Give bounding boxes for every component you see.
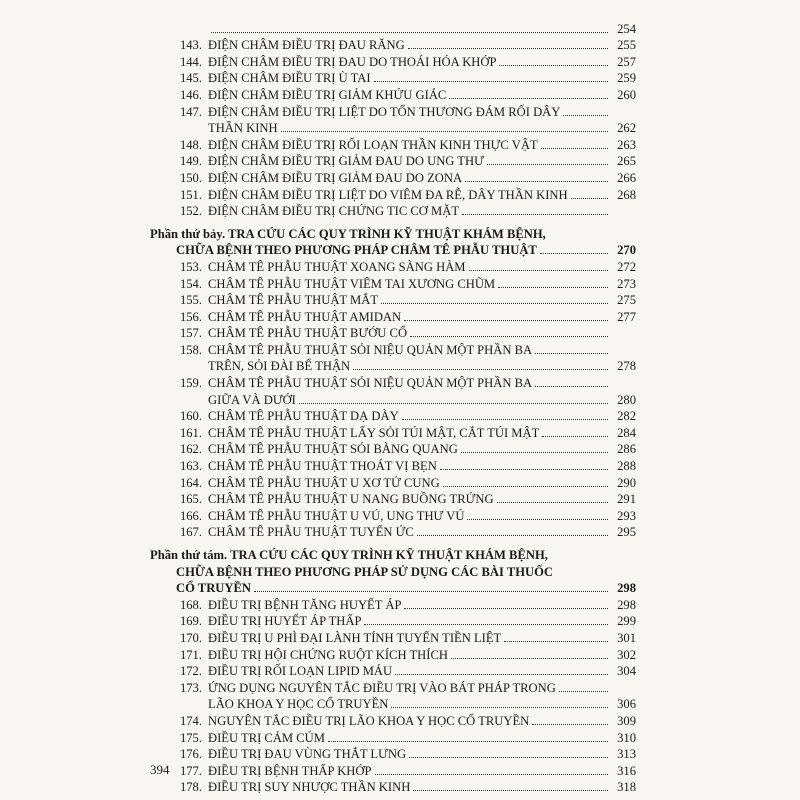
toc-page-number: 278: [617, 359, 636, 374]
toc-block-traditional-medicine: [150, 596, 636, 795]
dot-leader: [469, 270, 609, 271]
toc-page-number: 260: [617, 87, 636, 102]
toc-page-number: 282: [617, 409, 636, 424]
toc-row: [150, 679, 636, 696]
toc-row: [150, 408, 636, 425]
section-seven-line1: Phần thứ bảy. TRA CỨU CÁC QUY TRÌNH KỸ THUẬT KHÁM BỆNH,: [150, 226, 546, 241]
dot-leader: [465, 181, 608, 182]
dot-leader: [443, 486, 608, 487]
toc-entry-number: 143.: [179, 38, 202, 53]
toc-row: [150, 663, 636, 680]
toc-entry-title: CHÂM TÊ PHẪU THUẬT SỎI NIỆU QUẢN MỘT PHẦN BA: [208, 376, 533, 391]
dot-leader: [504, 641, 608, 642]
toc-page-number: 254: [617, 21, 636, 36]
toc-entry-number: 164.: [179, 475, 202, 490]
toc-row: [150, 696, 636, 713]
toc-entry-title: CHÂM TÊ PHẪU THUẬT SỎI NIỆU QUẢN MỘT PHẦN BA: [208, 342, 533, 357]
toc-entry-title: ĐIỆN CHÂM ĐIỀU TRỊ LIỆT DO VIÊM ĐA RỄ, DÂY THẦN KINH: [208, 187, 568, 202]
toc-entry-title: ĐIỀU TRỊ HỘI CHỨNG RUỘT KÍCH THÍCH: [208, 647, 448, 662]
toc-row: [150, 712, 636, 729]
dot-leader: [391, 707, 608, 708]
toc-page-number: 301: [617, 630, 636, 645]
dot-leader: [381, 303, 608, 304]
toc-entry-title: CHÂM TÊ PHẪU THUẬT AMIDAN: [208, 309, 402, 324]
toc-entry-number: 177.: [179, 763, 202, 778]
toc-row: [150, 37, 636, 54]
toc-page-number: 304: [617, 664, 636, 679]
toc-row: [150, 186, 636, 203]
toc-entry-number: 155.: [179, 293, 202, 308]
toc-entry-number: 172.: [179, 664, 202, 679]
toc-row: [150, 325, 636, 342]
dot-leader: [542, 436, 608, 437]
toc-entry-title: THẦN KINH: [208, 121, 278, 136]
dot-leader: [404, 320, 608, 321]
dot-leader: [467, 519, 608, 520]
dot-leader: [535, 386, 608, 387]
toc-page-number: 290: [617, 475, 636, 490]
dot-leader: [461, 452, 608, 453]
toc-page-number: 263: [617, 137, 636, 152]
toc-page-number: 273: [617, 276, 636, 291]
toc-entry-title: NGUYÊN TẮC ĐIỀU TRỊ LÃO KHOA Y HỌC CỔ TRUYỀN: [208, 713, 530, 728]
dot-leader: [364, 624, 608, 625]
dot-leader: [497, 502, 608, 503]
toc-entry-number: 154.: [179, 276, 202, 291]
toc-entry-number: 159.: [179, 376, 202, 391]
toc-entry-number: 158.: [179, 342, 202, 357]
toc-row: [150, 120, 636, 137]
dot-leader: [532, 724, 608, 725]
toc-row: [150, 258, 636, 275]
dot-leader: [374, 81, 608, 82]
toc-entry-title: LÃO KHOA Y HỌC CỔ TRUYỀN: [208, 697, 389, 712]
toc-entry-title: ĐIỆN CHÂM ĐIỀU TRỊ GIẢM KHỨU GIÁC: [208, 87, 447, 102]
toc-entry-number: 173.: [179, 680, 202, 695]
toc-row: [150, 292, 636, 309]
dot-leader: [541, 148, 608, 149]
toc-entry-title: CHÂM TÊ PHẪU THUẬT THOÁT VỊ BẸN: [208, 459, 437, 474]
toc-entry-number: 170.: [179, 630, 202, 645]
toc-page-number: 272: [617, 259, 636, 274]
dot-leader: [462, 214, 608, 215]
toc-page-number: 302: [617, 647, 636, 662]
toc-entry-title: ĐIỆN CHÂM ĐIỀU TRỊ CHỨNG TIC CƠ MẶT: [208, 204, 460, 219]
toc-row: [150, 53, 636, 70]
toc-entry-number: 163.: [179, 459, 202, 474]
toc-entry-title: CHÂM TÊ PHẪU THUẬT DẠ DÀY: [208, 409, 399, 424]
toc-page-number: 259: [617, 71, 636, 86]
toc-row: [150, 524, 636, 541]
toc-entry-number: 146.: [179, 87, 202, 102]
toc-page-number: 284: [617, 425, 636, 440]
dot-leader: [487, 164, 608, 165]
toc-entry-title: CHÂM TÊ PHẪU THUẬT TUYẾN ỨC: [208, 525, 414, 540]
dot-leader: [402, 419, 608, 420]
toc-row: [150, 391, 636, 408]
dot-leader: [353, 369, 608, 370]
toc-entry-title: ĐIỀU TRỊ CẢM CÚM: [208, 730, 325, 745]
toc-entry-title: ĐIỆN CHÂM ĐIỀU TRỊ RỐI LOẠN THẦN KINH THỰC VẬT: [208, 137, 538, 152]
section-seven-heading: [150, 225, 636, 258]
toc-entry-number: 162.: [179, 442, 202, 457]
toc-entry-title: CHÂM TÊ PHẪU THUẬT U VÚ, UNG THƯ VÚ: [208, 508, 465, 523]
toc-entry-number: 175.: [179, 730, 202, 745]
dot-leader: [440, 469, 608, 470]
dot-leader: [375, 774, 609, 775]
toc-entry-title: CHÂM TÊ PHẪU THUẬT U NANG BUỒNG TRỨNG: [208, 492, 494, 507]
toc-row: [150, 646, 636, 663]
toc-row: [150, 474, 636, 491]
toc-row: [150, 424, 636, 441]
toc-row: [150, 86, 636, 103]
toc-entry-title: ỨNG DỤNG NGUYÊN TẮC ĐIỀU TRỊ VÀO BÁT PHÁP TRONG: [208, 680, 556, 695]
toc-row: [150, 746, 636, 763]
toc-entry-title: ĐIỀU TRỊ SUY NHƯỢC THẦN KINH: [208, 780, 411, 795]
dot-leader: [408, 48, 608, 49]
toc-entry-title: ĐIỀU TRỊ BỆNH THẤP KHỚP: [208, 763, 372, 778]
section-seven-page: 270: [617, 243, 636, 258]
toc-entry-number: 149.: [179, 154, 202, 169]
toc-entry-number: 167.: [179, 525, 202, 540]
toc-entry-title: ĐIỆN CHÂM ĐIỀU TRỊ GIẢM ĐAU DO ZONA: [208, 170, 463, 185]
toc-page-number: 255: [617, 38, 636, 53]
dot-leader: [211, 32, 608, 33]
dot-leader: [540, 253, 608, 254]
toc-entry-title: CHÂM TÊ PHẪU THUẬT U XƠ TỬ CUNG: [208, 475, 440, 490]
toc-entry-title: ĐIỀU TRỊ U PHÌ ĐẠI LÀNH TÍNH TUYẾN TIỀN LIỆT: [208, 630, 502, 645]
toc-page-number: 280: [617, 392, 636, 407]
toc-entry-number: 168.: [179, 597, 202, 612]
toc-entry-number: 176.: [179, 747, 202, 762]
dot-leader: [449, 98, 608, 99]
toc-row: [150, 441, 636, 458]
toc-page-number: 286: [617, 442, 636, 457]
toc-page-number: 277: [617, 309, 636, 324]
toc-page-number: 265: [617, 154, 636, 169]
toc-row: [150, 596, 636, 613]
page-folio-number: 394: [150, 762, 170, 777]
toc-page-number: 298: [617, 597, 636, 612]
dot-leader: [281, 131, 608, 132]
toc-row: [150, 729, 636, 746]
dot-leader: [254, 591, 608, 592]
toc-row: [150, 341, 636, 358]
toc-page-number: 291: [617, 492, 636, 507]
toc-page-number: 318: [617, 780, 636, 795]
toc-entry-number: 166.: [179, 508, 202, 523]
toc-entry-title: GIỮA VÀ DƯỚI: [208, 392, 296, 407]
toc-entry-title: ĐIỆN CHÂM ĐIỀU TRỊ ĐAU RĂNG: [208, 38, 405, 53]
toc-entry-number: 148.: [179, 137, 202, 152]
dot-leader: [559, 691, 608, 692]
toc-entry-title: CHÂM TÊ PHẪU THUẬT MẮT: [208, 293, 379, 308]
toc-row: [150, 358, 636, 375]
toc-block-anesthesia: [150, 258, 636, 540]
dot-leader: [328, 741, 608, 742]
dot-leader: [571, 198, 608, 199]
toc-entry-title: CHÂM TÊ PHẪU THUẬT LẤY SỎI TÚI MẬT, CẮT TÚI MẬT: [208, 425, 540, 440]
toc-row: [150, 275, 636, 292]
toc-entry-number: 171.: [179, 647, 202, 662]
toc-row: [150, 507, 636, 524]
dot-leader: [499, 65, 608, 66]
table-of-contents: [150, 20, 636, 795]
toc-page-number: 313: [617, 747, 636, 762]
toc-row: [150, 491, 636, 508]
toc-entry-number: 160.: [179, 409, 202, 424]
toc-entry-number: 153.: [179, 259, 202, 274]
toc-row: [150, 613, 636, 630]
dot-leader: [451, 658, 608, 659]
toc-row: [150, 136, 636, 153]
dot-leader: [299, 403, 608, 404]
toc-page-number: 309: [617, 713, 636, 728]
toc-entry-title: CHÂM TÊ PHẪU THUẬT VIÊM TAI XƯƠNG CHŨM: [208, 276, 496, 291]
dot-leader: [404, 608, 608, 609]
toc-entry-number: 152.: [179, 204, 202, 219]
dot-leader: [413, 790, 608, 791]
toc-page-number: 257: [617, 54, 636, 69]
toc-entry-number: 157.: [179, 326, 202, 341]
dot-leader: [498, 287, 608, 288]
toc-entry-number: 150.: [179, 170, 202, 185]
toc-entry-number: 145.: [179, 71, 202, 86]
dot-leader: [535, 353, 608, 354]
dot-leader: [563, 115, 608, 116]
toc-entry-title: ĐIỆN CHÂM ĐIỀU TRỊ GIẢM ĐAU DO UNG THƯ: [208, 154, 484, 169]
toc-entry-title: ĐIỆN CHÂM ĐIỀU TRỊ ĐAU DO THOÁI HÓA KHỚP: [208, 54, 497, 69]
toc-row: [150, 153, 636, 170]
toc-entry-title: ĐIỀU TRỊ RỐI LOẠN LIPID MÁU: [208, 664, 393, 679]
toc-entry-number: 147.: [179, 104, 202, 119]
toc-entry-number: 161.: [179, 425, 202, 440]
toc-entry-number: 169.: [179, 614, 202, 629]
toc-page-number: 288: [617, 459, 636, 474]
toc-row: [150, 308, 636, 325]
section-eight-page: 298: [617, 581, 636, 596]
dot-leader: [395, 674, 608, 675]
toc-row: [150, 374, 636, 391]
toc-page-number: 293: [617, 508, 636, 523]
toc-entry-number: 156.: [179, 309, 202, 324]
toc-page-number: 316: [617, 763, 636, 778]
section-seven-line2: CHỮA BỆNH THEO PHƯƠNG PHÁP CHÂM TÊ PHẪU THUẬT: [176, 243, 537, 258]
toc-page-number: 295: [617, 525, 636, 540]
section-eight-line2: CHỮA BỆNH THEO PHƯƠNG PHÁP SỬ DỤNG CÁC BÀI THUỐC: [176, 564, 554, 579]
toc-page-number: 268: [617, 187, 636, 202]
toc-row: [150, 629, 636, 646]
toc-entry-title: ĐIỀU TRỊ BỆNH TĂNG HUYẾT ÁP: [208, 597, 402, 612]
toc-entry-number: 165.: [179, 492, 202, 507]
toc-page-number: 262: [617, 121, 636, 136]
toc-row: [150, 20, 636, 37]
toc-page-number: 306: [617, 697, 636, 712]
toc-entry-title: ĐIỆN CHÂM ĐIỀU TRỊ Ù TAI: [208, 71, 371, 86]
toc-page-number: 275: [617, 293, 636, 308]
toc-entry-title: ĐIỀU TRỊ ĐAU VÙNG THẮT LƯNG: [208, 747, 407, 762]
toc-row: [150, 203, 636, 220]
toc-page-number: 299: [617, 614, 636, 629]
toc-entry-number: 178.: [179, 780, 202, 795]
toc-entry-number: 151.: [179, 187, 202, 202]
toc-block-electroacupuncture: [150, 37, 636, 220]
toc-entry-title: ĐIỆN CHÂM ĐIỀU TRỊ LIỆT DO TỔN THƯƠNG ĐÁM RỐI DÂY: [208, 104, 561, 119]
dot-leader: [409, 757, 608, 758]
toc-entry-title: ĐIỀU TRỊ HUYẾT ÁP THẤP: [208, 614, 362, 629]
section-eight-heading: [150, 546, 636, 596]
toc-entry-number: 144.: [179, 54, 202, 69]
dot-leader: [410, 336, 608, 337]
toc-row: [150, 762, 636, 779]
toc-row: [150, 779, 636, 796]
toc-row: [150, 457, 636, 474]
toc-row: [150, 70, 636, 87]
section-eight-line3: CỔ TRUYỀN: [176, 581, 251, 596]
toc-entry-title: CHÂM TÊ PHẪU THUẬT BƯỚU CỔ: [208, 326, 408, 341]
section-eight-line1: Phần thứ tám. TRA CỨU CÁC QUY TRÌNH KỸ THUẬT KHÁM BỆNH,: [150, 548, 548, 562]
toc-entry-title: CHÂM TÊ PHẪU THUẬT XOANG SÀNG HÀM: [208, 259, 466, 274]
toc-entry-title: CHÂM TÊ PHẪU THUẬT SỎI BÀNG QUANG: [208, 442, 458, 457]
toc-page-number: 266: [617, 170, 636, 185]
toc-row: [150, 103, 636, 120]
toc-entry-title: TRÊN, SỎI ĐÀI BỂ THẬN: [208, 359, 351, 374]
toc-row: [150, 169, 636, 186]
toc-page-number: 310: [617, 730, 636, 745]
toc-entry-number: 174.: [179, 713, 202, 728]
dot-leader: [417, 535, 608, 536]
